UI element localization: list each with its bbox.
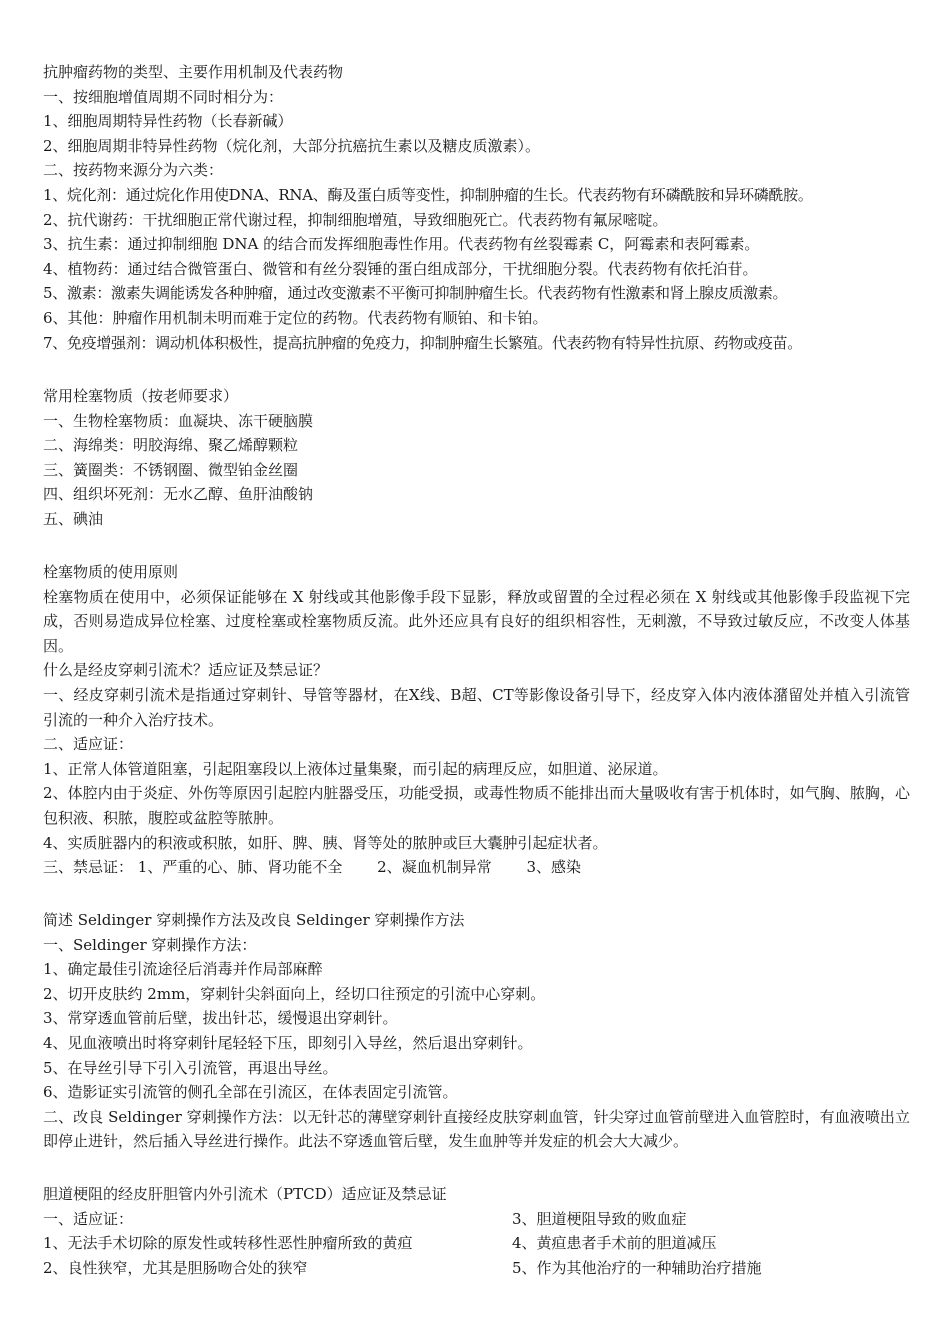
- text-line: 3、抗生素：通过抑制细胞 DNA 的结合而发挥细胞毒性作用。代表药物有丝裂霉素 C，阿霉素和表阿霉素。: [43, 235, 760, 254]
- contraindication-item: 2、凝血机制异常: [377, 858, 492, 877]
- section-seldinger: [43, 908, 910, 1154]
- text-line: 7、免疫增强剂：调动机体积极性，提高抗肿瘤的免疫力，抑制肿瘤生长繁殖。代表药物有特异性抗原、药物或疫苗。: [43, 333, 802, 352]
- text-line: 3、常穿透血管前后壁，拔出针芯，缓慢退出穿刺针。: [43, 1009, 398, 1028]
- section-title: 常用栓塞物质（按老师要求）: [43, 387, 239, 405]
- section-embolic-materials: [43, 384, 910, 532]
- paragraph: 二、改良 Seldinger 穿刺操作方法：以无针芯的薄壁穿刺针直接经皮肤穿刺血管，针尖穿过血管前壁进入血管腔时，有血液喷出立即停止进针，然后插入导丝进行操作。此法不穿透血管后壁，发生血肿等并发症的机会大大减少。: [43, 1107, 910, 1151]
- text-line: 一、生物栓塞物质：血凝块、冻干硬脑膜: [43, 411, 314, 430]
- text-line: 3、胆道梗阻导致的败血症: [512, 1209, 687, 1228]
- text-line: 1、细胞周期特异性药物（长春新碱）: [43, 112, 293, 131]
- text-line: 1、烷化剂：通过烷化作用使DNA、RNA、酶及蛋白质等变性，抑制肿瘤的生长。代表药物有环磷酰胺和异环磷酰胺。: [43, 185, 813, 204]
- text-line: 4、见血液喷出时将穿刺针尾轻轻下压，即刻引入导丝，然后退出穿刺针。: [43, 1033, 533, 1052]
- text-line: 三、簧圈类：不锈钢圈、微型铂金丝圈: [43, 460, 299, 479]
- question-heading: 什么是经皮穿刺引流术？适应证及禁忌证？: [43, 661, 329, 680]
- text-line: 4、实质脏器内的积液或积脓，如肝、脾、胰、肾等处的脓肿或巨大囊肿引起症状者。: [43, 833, 608, 852]
- text-line: 4、植物药：通过结合微管蛋白、微管和有丝分裂锤的蛋白组成部分，干扰细胞分裂。代表药物有依托泊苷。: [43, 259, 758, 278]
- text-line: 二、适应证：: [43, 735, 134, 754]
- text-line: 4、黄疸患者手术前的胆道减压: [512, 1234, 717, 1253]
- text-line: 一、适应证：: [43, 1209, 134, 1228]
- text-line: 5、在导丝引导下引入引流管，再退出导丝。: [43, 1058, 338, 1077]
- text-line: 二、海绵类：明胶海绵、聚乙烯醇颗粒: [43, 436, 299, 455]
- ptcd-indications-left: [43, 1207, 503, 1281]
- section-ptcd: [43, 1182, 910, 1207]
- contraindications-line: [43, 855, 910, 880]
- paragraph: 栓塞物质在使用中，必须保证能够在 X 射线或其他影像手段下显影，释放或留置的全过程必须在 X 射线或其他影像手段监视下完成，否则易造成异位栓塞、过度栓塞或栓塞物质反流。此外还应具有良好的组织相容性，无刺激，不导致过敏反应，不改变人体基因。: [43, 587, 910, 655]
- text-line: 1、确定最佳引流途径后消毒并作局部麻醉: [43, 960, 323, 979]
- section-title: 抗肿瘤药物的类型、主要作用机制及代表药物: [43, 63, 344, 81]
- paragraph: 一、经皮穿刺引流术是指通过穿刺针、导管等器材，在X线、B超、CT等影像设备引导下，经皮穿入体内液体潴留处并植入引流管引流的一种介入治疗技术。: [43, 685, 910, 729]
- paragraph: 2、体腔内由于炎症、外伤等原因引起腔内脏器受压，功能受损，或毒性物质不能排出而大量吸收有害于机体时，如气胸、脓胸，心包积液、积脓，腹腔或盆腔等脓肿。: [43, 784, 910, 827]
- text-line: 一、按细胞增值周期不同时相分为：: [43, 87, 284, 106]
- text-line: 1、无法手术切除的原发性或转移性恶性肿瘤所致的黄疸: [43, 1234, 413, 1253]
- text-line: 6、造影证实引流管的侧孔全部在引流区，在体表固定引流管。: [43, 1083, 458, 1102]
- text-line: 五、碘油: [43, 509, 104, 528]
- contraindications-label: 三、禁忌证：: [43, 858, 134, 877]
- text-line: 2、细胞周期非特异性药物（烷化剂，大部分抗癌抗生素以及糖皮质激素）。: [43, 136, 541, 155]
- text-line: 2、抗代谢药：干扰细胞正常代谢过程，抑制细胞增殖，导致细胞死亡。代表药物有氟尿嘧啶。: [43, 210, 668, 229]
- text-line: 6、其他：肿瘤作用机制未明而难于定位的药物。代表药物有顺铂、和卡铂。: [43, 308, 548, 327]
- text-line: 2、良性狭窄，尤其是胆肠吻合处的狭窄: [43, 1258, 308, 1277]
- text-line: 5、激素：激素失调能诱发各种肿瘤，通过改变激素不平衡可抑制肿瘤生长。代表药物有性激素和肾上腺皮质激素。: [43, 284, 788, 303]
- text-line: 2、切开皮肤约 2mm，穿刺针尖斜面向上，经切口往预定的引流中心穿刺。: [43, 984, 546, 1003]
- text-line: 1、正常人体管道阻塞，引起阻塞段以上液体过量集聚，而引起的病理反应，如胆道、泌尿道。: [43, 759, 668, 778]
- section-antitumor-drugs: [43, 60, 910, 355]
- text-line: 一、Seldinger 穿刺操作方法：: [43, 935, 257, 954]
- contraindication-item: 3、感染: [526, 858, 581, 877]
- text-line: 二、按药物来源分为六类：: [43, 161, 224, 180]
- section-title: 简述 Seldinger 穿刺操作方法及改良 Seldinger 穿刺操作方法: [43, 911, 465, 929]
- contraindication-item: 1、严重的心、肺、肾功能不全: [137, 858, 343, 877]
- ptcd-indications-right: [512, 1207, 912, 1281]
- text-line: 5、作为其他治疗的一种辅助治疗措施: [512, 1258, 762, 1277]
- text-line: 四、组织坏死剂：无水乙醇、鱼肝油酸钠: [43, 485, 314, 504]
- section-title: 胆道梗阻的经皮肝胆管内外引流术（PTCD）适应证及禁忌证: [43, 1185, 447, 1203]
- section-embolic-principles: [43, 560, 910, 880]
- section-title: 栓塞物质的使用原则: [43, 563, 179, 581]
